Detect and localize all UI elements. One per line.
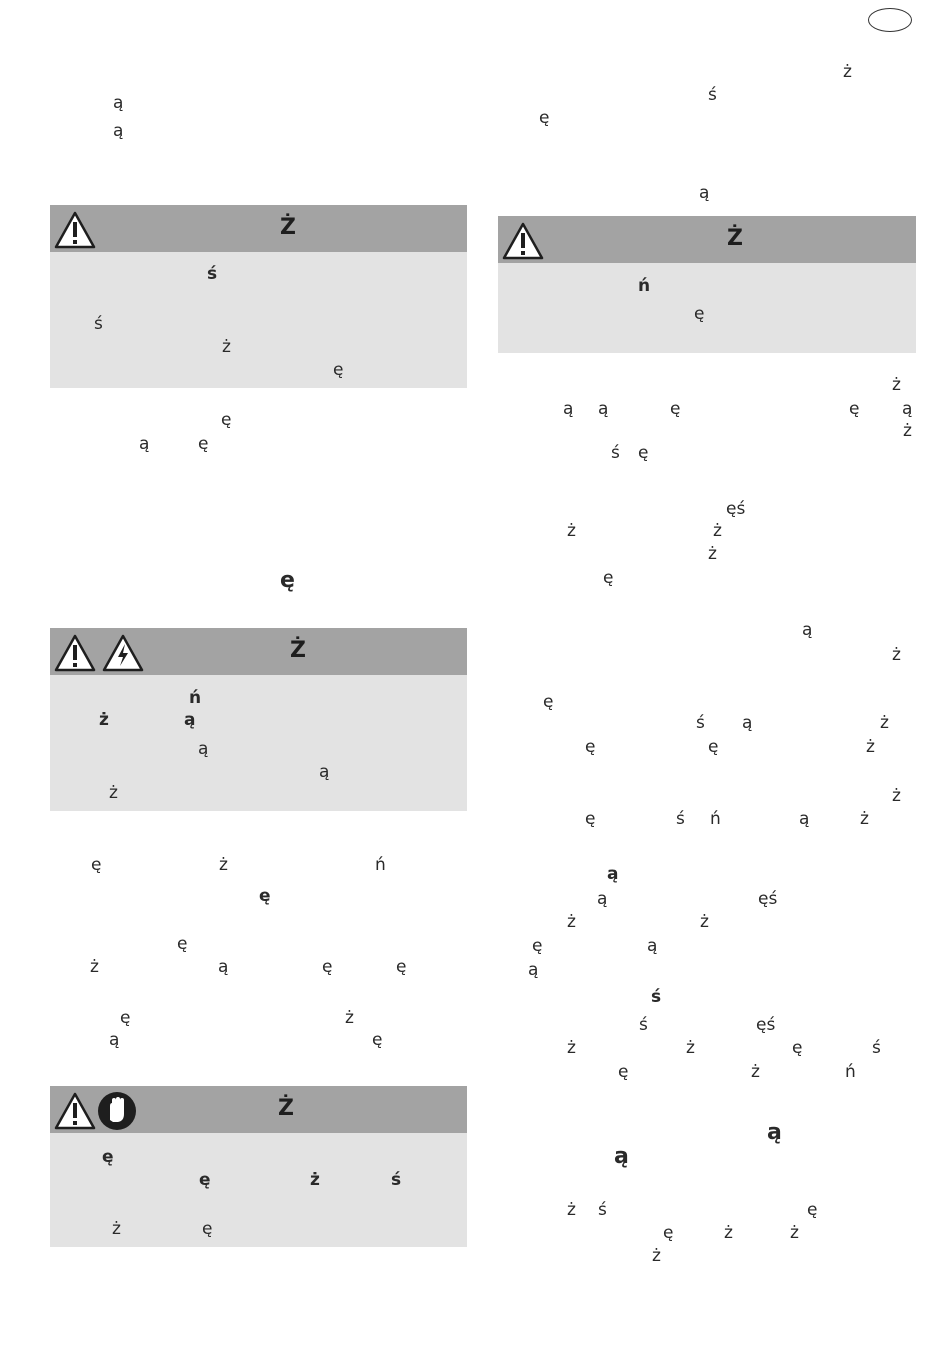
- text-fragment: ę: [259, 886, 271, 906]
- text-fragment: ą: [528, 960, 539, 980]
- text-fragment: ą: [563, 399, 574, 419]
- text-fragment: ż: [713, 521, 722, 541]
- text-fragment: ż: [567, 521, 576, 541]
- text-fragment: ę: [708, 737, 719, 757]
- text-fragment: ż: [99, 710, 109, 730]
- text-fragment: ż: [310, 1170, 320, 1190]
- text-fragment: ż: [892, 786, 901, 806]
- warning-box-4: [498, 216, 916, 353]
- text-fragment: ń: [189, 688, 202, 708]
- text-fragment: ą: [699, 183, 710, 203]
- text-fragment: ę: [663, 1223, 674, 1243]
- text-fragment: ż: [843, 62, 852, 82]
- text-fragment: ż: [790, 1223, 799, 1243]
- text-fragment: ż: [112, 1219, 121, 1239]
- text-fragment: ż: [686, 1038, 695, 1058]
- text-fragment: ś: [651, 987, 662, 1007]
- warning-triangle-icon: [54, 211, 96, 249]
- text-fragment: ż: [903, 421, 912, 441]
- text-fragment: ę: [199, 1170, 211, 1190]
- language-badge: [868, 8, 912, 32]
- text-fragment: ń: [845, 1062, 856, 1082]
- text-fragment: ą: [742, 713, 753, 733]
- text-fragment: ż: [892, 645, 901, 665]
- text-fragment: ą: [139, 434, 150, 454]
- text-fragment: ż: [724, 1223, 733, 1243]
- warning-box-1: [50, 205, 467, 388]
- text-fragment: ż: [751, 1062, 760, 1082]
- text-fragment: ż: [345, 1008, 354, 1028]
- text-fragment: ę: [102, 1147, 114, 1167]
- text-fragment: ę: [792, 1038, 803, 1058]
- electric-hazard-icon: [102, 634, 144, 672]
- text-fragment: ęś: [756, 1015, 776, 1035]
- text-fragment: ę: [202, 1219, 213, 1239]
- text-fragment: ś: [708, 85, 717, 105]
- text-fragment: ż: [219, 855, 228, 875]
- text-fragment: ę: [670, 399, 681, 419]
- text-fragment: ś: [94, 314, 103, 334]
- text-fragment: ż: [567, 1038, 576, 1058]
- text-fragment: ęś: [726, 499, 746, 519]
- text-fragment: ę: [221, 410, 232, 430]
- text-fragment: ą: [598, 399, 609, 419]
- text-fragment: ę: [333, 360, 344, 380]
- text-fragment: ą: [799, 809, 810, 829]
- text-fragment: ż: [700, 912, 709, 932]
- warning-title: Ż: [727, 226, 743, 251]
- text-fragment: ż: [860, 809, 869, 829]
- text-fragment: ą: [597, 889, 608, 909]
- text-fragment: ś: [207, 264, 218, 284]
- text-fragment: ś: [639, 1015, 648, 1035]
- text-fragment: ś: [611, 443, 620, 463]
- text-fragment: ą: [647, 936, 658, 956]
- warning-box-header: [50, 205, 467, 252]
- text-fragment: ę: [280, 568, 295, 593]
- text-fragment: ą: [319, 762, 330, 782]
- text-fragment: ą: [113, 121, 124, 141]
- warning-triangle-icon: [54, 634, 96, 672]
- text-fragment: ęś: [758, 889, 778, 909]
- warning-title: Ż: [278, 1096, 294, 1121]
- text-fragment: ę: [91, 855, 102, 875]
- warning-title: Ż: [290, 638, 306, 663]
- text-fragment: ą: [113, 93, 124, 113]
- text-fragment: ń: [710, 809, 721, 829]
- text-fragment: ż: [567, 912, 576, 932]
- text-fragment: ż: [866, 737, 875, 757]
- text-fragment: ę: [585, 809, 596, 829]
- text-fragment: ą: [767, 1120, 782, 1145]
- text-fragment: ż: [708, 544, 717, 564]
- text-fragment: ń: [375, 855, 386, 875]
- text-fragment: ń: [638, 276, 651, 296]
- text-fragment: ę: [372, 1030, 383, 1050]
- text-fragment: ż: [567, 1200, 576, 1220]
- text-fragment: ą: [198, 739, 209, 759]
- text-fragment: ż: [222, 337, 231, 357]
- text-fragment: ą: [802, 620, 813, 640]
- text-fragment: ę: [603, 568, 614, 588]
- text-fragment: ę: [849, 399, 860, 419]
- text-fragment: ą: [184, 710, 196, 730]
- text-fragment: ż: [90, 957, 99, 977]
- text-fragment: ę: [198, 434, 209, 454]
- text-fragment: ę: [618, 1062, 629, 1082]
- text-fragment: ę: [532, 936, 543, 956]
- text-fragment: ś: [696, 713, 705, 733]
- text-fragment: ę: [120, 1008, 131, 1028]
- text-fragment: ę: [322, 957, 333, 977]
- text-fragment: ą: [607, 864, 619, 884]
- text-fragment: ś: [872, 1038, 881, 1058]
- text-fragment: ż: [880, 713, 889, 733]
- warning-title: Ż: [280, 215, 296, 240]
- text-fragment: ę: [539, 108, 550, 128]
- text-fragment: ą: [614, 1144, 629, 1169]
- text-fragment: ę: [638, 443, 649, 463]
- text-fragment: ś: [676, 809, 685, 829]
- warning-triangle-icon: [502, 222, 544, 260]
- text-fragment: ę: [694, 304, 705, 324]
- text-fragment: ą: [109, 1030, 120, 1050]
- text-fragment: ą: [218, 957, 229, 977]
- text-fragment: ę: [177, 934, 188, 954]
- text-fragment: ż: [892, 375, 901, 395]
- text-fragment: ę: [543, 692, 554, 712]
- text-fragment: ę: [585, 737, 596, 757]
- text-fragment: ę: [807, 1200, 818, 1220]
- text-fragment: ę: [396, 957, 407, 977]
- text-fragment: ą: [902, 399, 913, 419]
- text-fragment: ś: [391, 1170, 402, 1190]
- warning-box-header: [498, 216, 916, 263]
- text-fragment: ż: [109, 783, 118, 803]
- text-fragment: ś: [598, 1200, 607, 1220]
- wear-gloves-icon: [96, 1090, 138, 1132]
- text-fragment: ż: [652, 1246, 661, 1266]
- warning-triangle-icon: [54, 1092, 96, 1130]
